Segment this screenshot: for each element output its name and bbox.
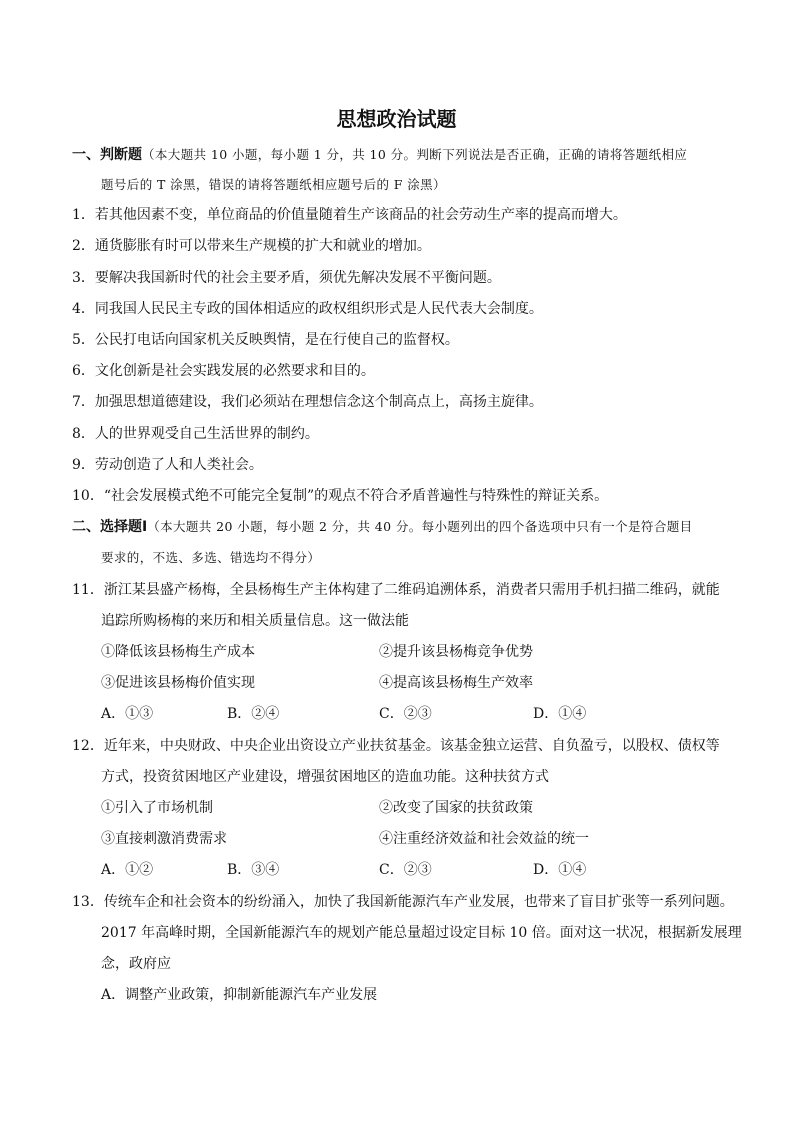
tf-item-9: 9．劳动创造了人和人类社会。 bbox=[72, 457, 263, 473]
section-1-note-line2: 题号后的 T 涂黑，错误的请将答题纸相应题号后的 F 涂黑） bbox=[101, 177, 446, 192]
tf-item-3: 3．要解决我国新时代的社会主要矛盾，须优先解决发展不平衡问题。 bbox=[72, 270, 501, 286]
section-1-note-line1: （本大题共 10 小题，每小题 1 分，共 10 分。判断下列说法是否正确，正确的请将答题纸相应 bbox=[142, 147, 688, 162]
section-2-note-line2: 要求的，不选、多选、错选均不得分） bbox=[101, 550, 321, 565]
question-13-stem-line1: 13．传统车企和社会资本的纷纷涌入，加快了我国新能源汽车产业发展，也带来了盲目扩张等一系列问题。 bbox=[72, 894, 734, 910]
tf-item-10: 10．“社会发展模式绝不可能完全复制”的观点不符合矛盾普遍性与特殊性的辩证关系。 bbox=[72, 488, 609, 504]
question-12-option-d: D．①④ bbox=[533, 862, 587, 878]
section-2-title: 二、选择题Ⅰ bbox=[72, 519, 148, 535]
question-11-stem-line1: 11．浙江某县盛产杨梅，全县杨梅生产主体构建了二维码追溯体系，消费者只需用手机扫描二维码，就能 bbox=[72, 582, 720, 598]
question-11-option-d: D．①④ bbox=[533, 706, 587, 722]
question-12-option-c: C．②③ bbox=[379, 862, 432, 878]
question-11-statement-2: ②提升该县杨梅竞争优势 bbox=[379, 644, 533, 660]
question-11-option-c: C．②③ bbox=[379, 706, 432, 722]
question-12-statement-1: ①引入了市场机制 bbox=[101, 800, 213, 816]
tf-item-7: 7．加强思想道德建设，我们必须站在理想信念这个制高点上，高扬主旋律。 bbox=[72, 394, 543, 410]
question-11-option-b: B．②④ bbox=[227, 706, 280, 722]
tf-item-5: 5．公民打电话向国家机关反映舆情，是在行使自己的监督权。 bbox=[72, 332, 459, 348]
question-12-option-b: B．③④ bbox=[227, 862, 280, 878]
question-13-stem-line2: 2017 年高峰时期，全国新能源汽车的规划产能总量超过设定目标 10 倍。面对这一状况，根据新发展理 bbox=[101, 925, 742, 941]
question-11-option-a: A．①③ bbox=[101, 706, 154, 722]
section-1-title: 一、判断题 bbox=[72, 147, 142, 163]
question-12-statement-2: ②改变了国家的扶贫政策 bbox=[379, 800, 533, 816]
section-2-note-line1: （本大题共 20 小题，每小题 2 分，共 40 分。每小题列出的四个备选项中只有一个是符合题目 bbox=[147, 519, 693, 534]
question-13-option-a: A．调整产业政策，抑制新能源汽车产业发展 bbox=[101, 987, 378, 1003]
question-12-option-a: A．①② bbox=[101, 862, 154, 878]
tf-item-2: 2．通货膨胀有时可以带来生产规模的扩大和就业的增加。 bbox=[72, 238, 431, 254]
tf-item-8: 8．人的世界观受自己生活世界的制约。 bbox=[72, 426, 319, 442]
question-12-stem-line1: 12．近年来，中央财政、中央企业出资设立产业扶贫基金。该基金独立运营、自负盈亏，以股权、债权等 bbox=[72, 738, 720, 754]
question-12-statement-4: ④注重经济效益和社会效益的统一 bbox=[379, 831, 589, 847]
question-13-stem-line3: 念，政府应 bbox=[101, 956, 171, 972]
question-11-statement-1: ①降低该县杨梅生产成本 bbox=[101, 644, 255, 660]
question-12-statement-3: ③直接刺激消费需求 bbox=[101, 831, 227, 847]
tf-item-1: 1．若其他因素不变，单位商品的价值量随着生产该商品的社会劳动生产率的提高而增大。 bbox=[72, 207, 627, 223]
page-title: 思想政治试题 bbox=[336, 107, 457, 131]
question-11-statement-3: ③促进该县杨梅价值实现 bbox=[101, 675, 255, 691]
question-11-stem-line2: 追踪所购杨梅的来历和相关质量信息。这一做法能 bbox=[101, 613, 409, 629]
tf-item-6: 6．文化创新是社会实践发展的必然要求和目的。 bbox=[72, 363, 375, 379]
section-2-header bbox=[72, 517, 693, 537]
question-12-stem-line2: 方式，投资贫困地区产业建设，增强贫困地区的造血功能。这种扶贫方式 bbox=[101, 769, 549, 785]
section-1-header bbox=[72, 145, 687, 165]
tf-item-4: 4．同我国人民民主专政的国体相适应的政权组织形式是人民代表大会制度。 bbox=[72, 301, 543, 317]
question-11-statement-4: ④提高该县杨梅生产效率 bbox=[379, 675, 533, 691]
